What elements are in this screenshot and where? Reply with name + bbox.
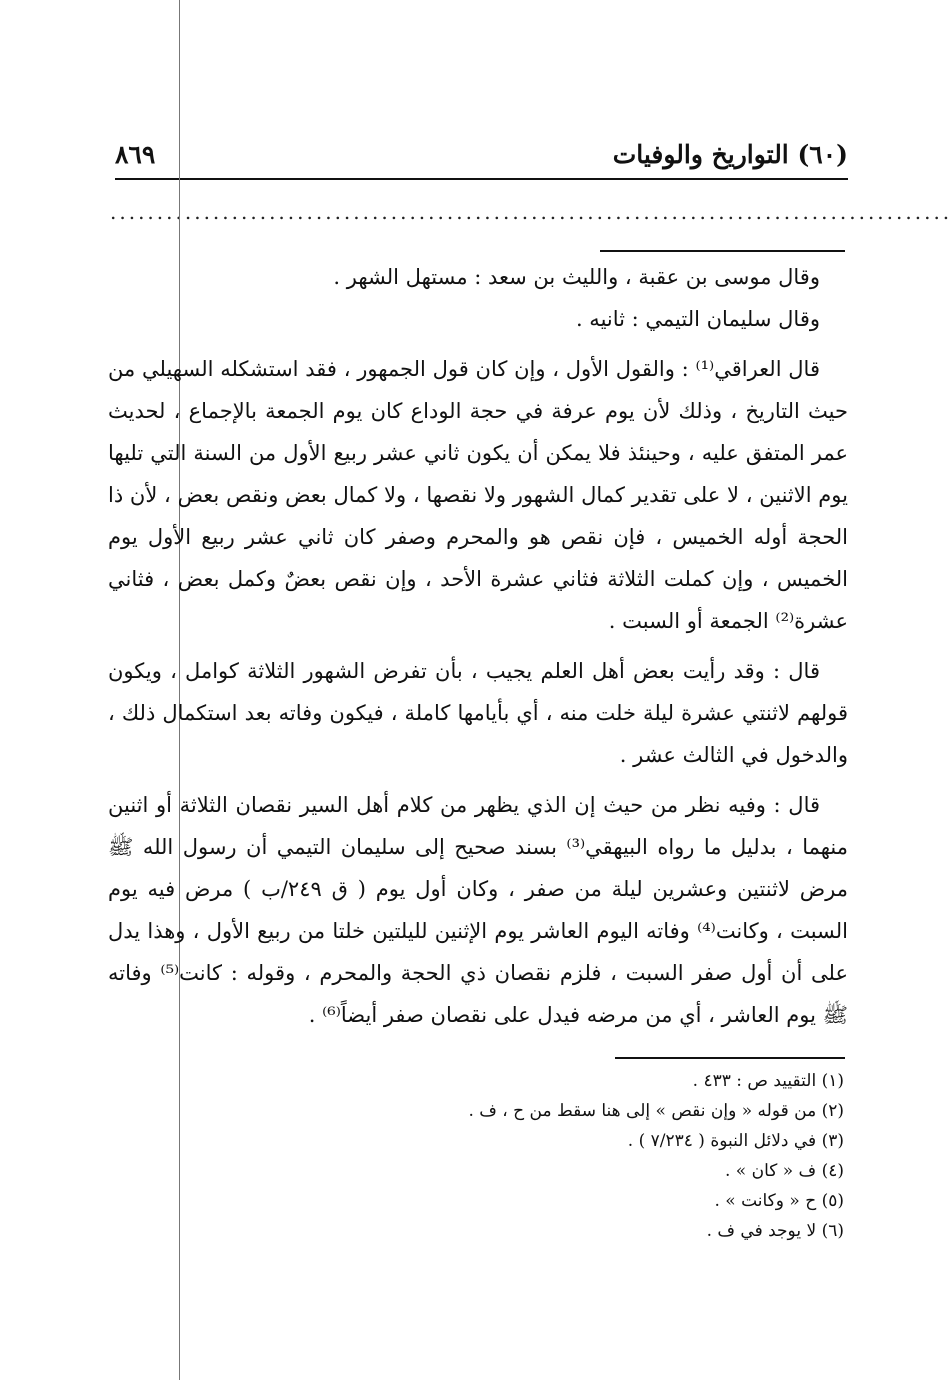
page-header: [115, 140, 848, 178]
dotted-separator: ..........................................................................................: [110, 200, 952, 224]
footnote: (٥) ح « وكانت » .: [714, 1191, 844, 1211]
main-text: [108, 256, 848, 1036]
footnote: (٢) من قوله « وإن نقص » إلى هنا سقط من ح ، ف .: [468, 1101, 844, 1121]
footnotes-rule: [615, 1057, 845, 1059]
paragraph: قال : وفيه نظر من حيث إن الذي يظهر من كلام أهل السير نقصان الثلاثة أو اثنين منهما ، بدليل ما رواه البيهقي⁽³⁾ بسند صحيح إلى سليمان التيمي أن رسول الله ﷺ مرض لاثنتين وعشرين ليلة من صفر ، وكان أول يوم ( ق ٢٤٩/ب ) مرض فيه يوم السبت ، وكانت⁽⁴⁾ وفاته اليوم العاشر يوم الإثنين لليلتين خلتا من ربيع الأول ، وهذا يدل على أن أول صفر السبت ، فلزم نقصان ذي الحجة والمحرم ، وقوله : كانت⁽⁵⁾ وفاته ﷺ يوم العاشر ، أي من مرضه فيدل على نقصان صفر أيضاً⁽⁶⁾ .: [108, 793, 849, 1027]
footnote: (٦) لا يوجد في ف .: [706, 1221, 844, 1241]
paragraph: قال : وقد رأيت بعض أهل العلم يجيب ، بأن تفرض الشهور الثلاثة كوامل ، ويكون قولهم لاثنتي عشرة ليلة خلت منه ، أي بأيامها كاملة ، فيكون وفاته بعد استكمال ذلك ، والدخول في الثالث عشر .: [108, 659, 848, 767]
footnote: (٣) في دلائل النبوة ( ٧/٢٣٤ ) .: [627, 1131, 844, 1151]
header-rule: [115, 178, 848, 180]
page-number: ٨٦٩: [115, 140, 156, 169]
paragraph: وقال موسى بن عقبة ، والليث بن سعد : مستهل الشهر .: [333, 265, 820, 289]
chapter-title: (٦٠) التواريخ والوفيات: [612, 140, 848, 169]
footnote: (١) التقييد ص : ٤٣٣ .: [692, 1071, 844, 1091]
continuation-rule: [600, 250, 845, 252]
paragraph: قال العراقي⁽¹⁾ : والقول الأول ، وإن كان قول الجمهور ، فقد استشكله السهيلي من حيث التاريخ ، وذلك لأن يوم عرفة في حجة الوداع كان يوم الجمعة بالإجماع ، لحديث عمر المتفق عليه ، وحينئذ فلا يمكن أن يكون ثاني عشر ربيع الأول من السنة التي تليها يوم الاثنين ، لا على تقدير كمال الشهور ولا نقصها ، ولا كمال بعض ونقص بعض ، لأن ذا الحجة أوله الخميس ، فإن نقص هو والمحرم وصفر كان ثاني عشر ربيع الأول يوم الخميس ، وإن كملت الثلاثة فثاني عشرة الأحد ، وإن نقص بعضٌ وكمل بعض ، فثاني عشرة⁽²⁾ الجمعة أو السبت .: [108, 357, 848, 633]
footnote: (٤) ف « كان » .: [724, 1161, 844, 1181]
paragraph: وقال سليمان التيمي : ثانيه .: [575, 307, 820, 331]
footnotes: [108, 1066, 848, 1246]
